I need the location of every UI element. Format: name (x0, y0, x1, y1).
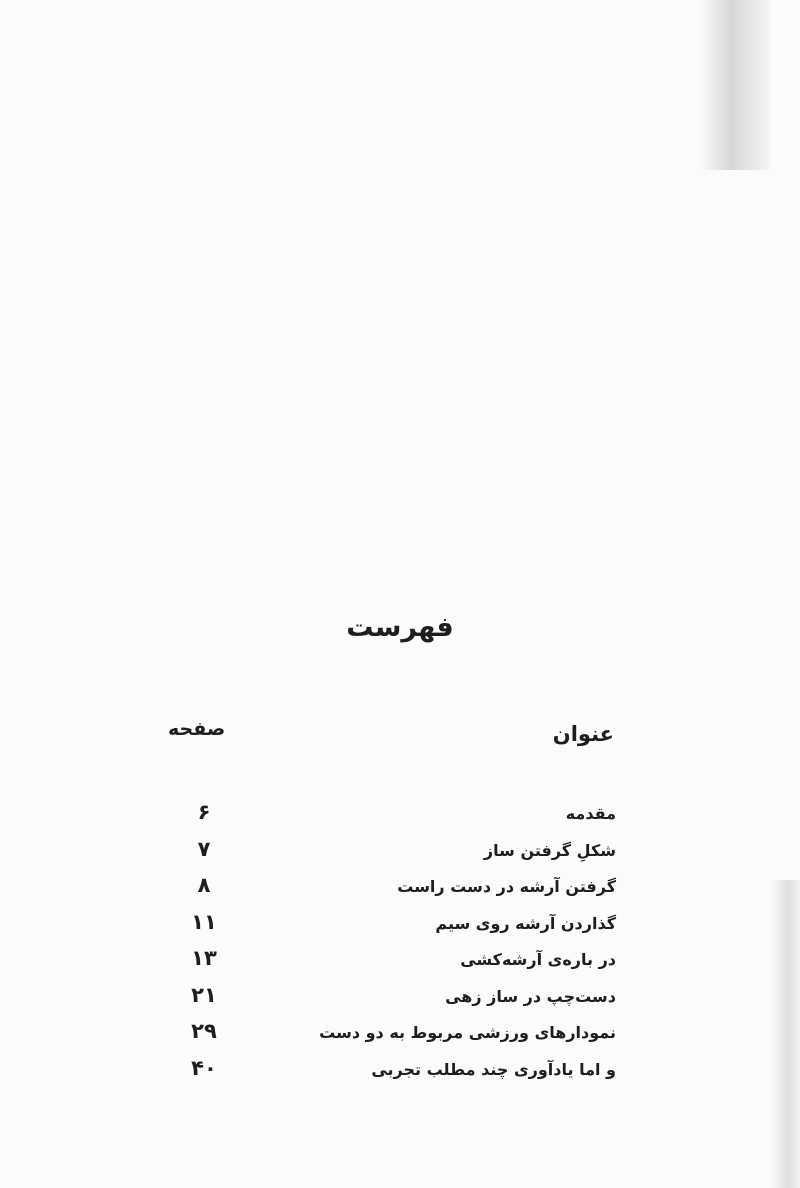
toc-entry (160, 1056, 616, 1093)
toc-entry-page-number: ۲۱ (191, 982, 217, 1007)
toc-entry-page-number: ۸ (197, 873, 211, 897)
toc-entry (160, 873, 616, 910)
title-column-header: عنوان (552, 722, 614, 746)
toc-entry (160, 983, 616, 1020)
toc-entry-title: در باره‌ی آرشه‌کشی (460, 950, 616, 969)
toc-entry-page-number: ۲۹ (191, 1019, 217, 1043)
toc-entry-title: گذاردن آرشه روی سیم (435, 913, 616, 933)
page-column-header: صفحه (168, 718, 226, 740)
scan-edge-shadow (770, 880, 800, 1188)
scan-edge-shadow (700, 0, 770, 170)
toc-entry (160, 800, 616, 837)
toc-entry (160, 837, 616, 874)
toc-entry-page-number: ۷ (197, 836, 211, 861)
toc-entry-page-number: ۴۰ (191, 1055, 217, 1080)
toc-entry-title: شکلِ گرفتن ساز (483, 840, 616, 860)
toc-entry-page-number: ۱۳ (191, 946, 217, 970)
toc-entry-title: و اما یادآوری چند مطلب تجربی (371, 1059, 616, 1079)
toc-entry-title: مقدمه (565, 804, 616, 823)
toc-entry-title: دست‌چپ در ساز زهی (445, 986, 616, 1006)
toc-entry-title: گرفتن آرشه در دست راست (397, 877, 616, 896)
toc-entry-title: نمودارهای ورزشی مربوط به دو دست (319, 1023, 616, 1042)
toc-entry (160, 910, 616, 947)
table-of-contents (160, 800, 616, 1092)
toc-entry-page-number: ۱۱ (191, 909, 217, 934)
toc-entry-page-number: ۶ (197, 800, 211, 824)
page-title: فهرست (346, 612, 454, 643)
toc-entry (160, 1019, 616, 1056)
toc-entry (160, 946, 616, 983)
